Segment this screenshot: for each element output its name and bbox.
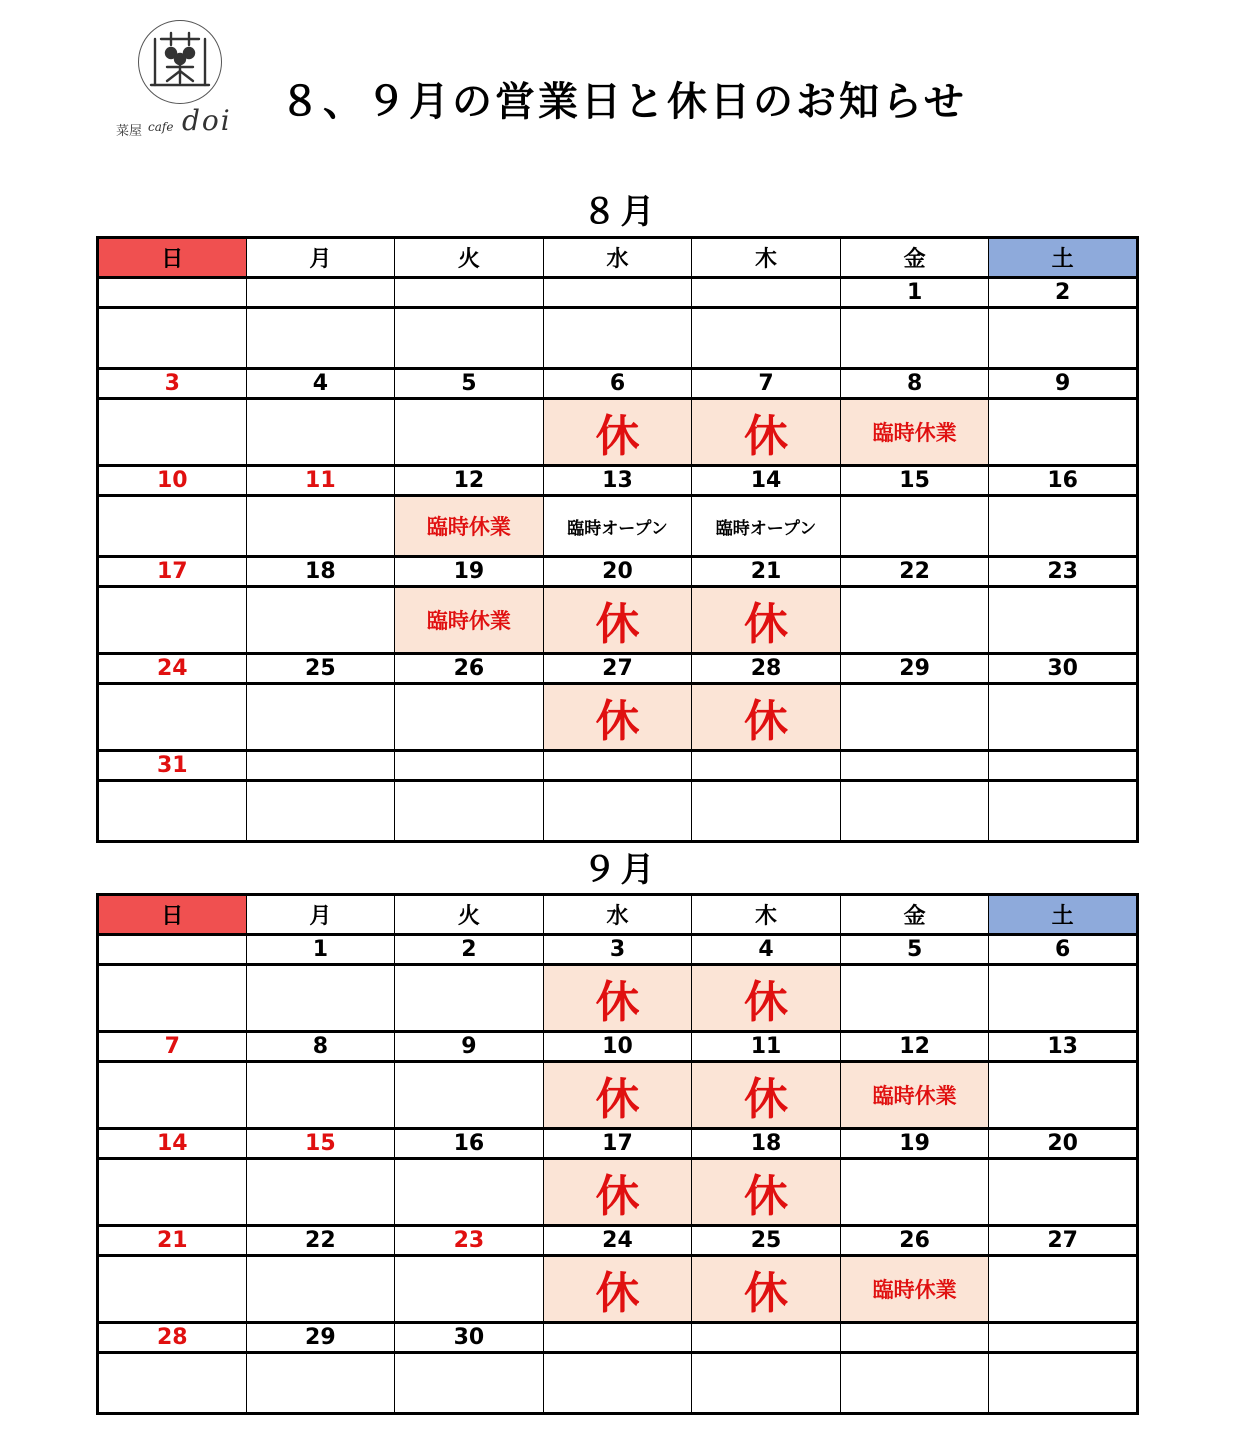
- day-status-row: [98, 1159, 1138, 1226]
- date-number-row: [98, 278, 1138, 308]
- date-number: 24: [98, 654, 247, 684]
- date-number: 11: [246, 466, 395, 496]
- date-number: 2: [989, 278, 1138, 308]
- weekday-header: 木: [692, 238, 841, 278]
- date-number: [692, 278, 841, 308]
- day-status-cell: [692, 781, 841, 842]
- day-status-cell: [543, 1062, 692, 1129]
- closed-label: 休: [744, 1268, 789, 1319]
- date-number-row: [98, 1032, 1138, 1062]
- weekday-header: 火: [395, 238, 544, 278]
- day-status-cell: [246, 781, 395, 842]
- day-status-cell: [246, 684, 395, 751]
- closed-label: 休: [595, 599, 640, 650]
- day-status-cell: [543, 1256, 692, 1323]
- logo: [108, 18, 243, 143]
- weekday-header: 土: [989, 238, 1138, 278]
- date-number: 31: [98, 751, 247, 781]
- date-number: [692, 1323, 841, 1353]
- temporary-open-label: 臨時オープン: [715, 518, 817, 539]
- temporary-closure-label: 臨時休業: [872, 1084, 957, 1108]
- date-number: 26: [840, 1226, 989, 1256]
- closed-label: 休: [744, 599, 789, 650]
- day-status-cell: [395, 399, 544, 466]
- date-number: 19: [840, 1129, 989, 1159]
- weekday-header-row: [98, 238, 1138, 278]
- day-status-cell: [246, 1159, 395, 1226]
- day-status-cell: [692, 496, 841, 557]
- day-status-cell: [246, 399, 395, 466]
- temporary-closure-label: 臨時休業: [426, 609, 511, 633]
- closed-label: 休: [595, 696, 640, 747]
- closed-label: 休: [744, 1171, 789, 1222]
- day-status-row: [98, 1062, 1138, 1129]
- date-number: 10: [98, 466, 247, 496]
- day-status-cell: [98, 1062, 247, 1129]
- date-number: 27: [543, 654, 692, 684]
- day-status-cell: [543, 1159, 692, 1226]
- weekday-header: 金: [840, 238, 989, 278]
- date-number: 22: [246, 1226, 395, 1256]
- closed-label: 休: [744, 1074, 789, 1125]
- weekday-header: 水: [543, 895, 692, 935]
- day-status-cell: [246, 496, 395, 557]
- date-number: 2: [395, 935, 544, 965]
- date-number: 7: [98, 1032, 247, 1062]
- day-status-cell: [543, 1353, 692, 1414]
- date-number: 17: [98, 557, 247, 587]
- logo-name: doi: [182, 104, 232, 137]
- day-status-cell: [840, 496, 989, 557]
- day-status-cell: [692, 1159, 841, 1226]
- date-number: 7: [692, 369, 841, 399]
- day-status-cell: [692, 965, 841, 1032]
- day-status-cell: [989, 1159, 1138, 1226]
- logo-wordmark: [116, 104, 246, 140]
- date-number: [692, 751, 841, 781]
- date-number: 3: [543, 935, 692, 965]
- day-status-cell: [98, 496, 247, 557]
- day-status-cell: [840, 965, 989, 1032]
- date-number: 10: [543, 1032, 692, 1062]
- day-status-cell: [395, 1159, 544, 1226]
- date-number: 18: [246, 557, 395, 587]
- date-number: [98, 278, 247, 308]
- day-status-cell: [98, 965, 247, 1032]
- day-status-cell: [989, 1353, 1138, 1414]
- date-number: 20: [989, 1129, 1138, 1159]
- day-status-cell: [395, 1353, 544, 1414]
- day-status-cell: [246, 587, 395, 654]
- date-number: [246, 278, 395, 308]
- date-number: 25: [246, 654, 395, 684]
- date-number: 28: [692, 654, 841, 684]
- closed-label: 休: [744, 411, 789, 462]
- day-status-cell: [989, 399, 1138, 466]
- day-status-cell: [989, 496, 1138, 557]
- date-number: 11: [692, 1032, 841, 1062]
- date-number: 3: [98, 369, 247, 399]
- day-status-cell: [246, 965, 395, 1032]
- day-status-cell: [395, 496, 544, 557]
- date-number: 1: [246, 935, 395, 965]
- date-number: 13: [989, 1032, 1138, 1062]
- date-number: 21: [692, 557, 841, 587]
- date-number: 8: [246, 1032, 395, 1062]
- date-number: 28: [98, 1323, 247, 1353]
- day-status-cell: [989, 965, 1138, 1032]
- day-status-cell: [692, 1353, 841, 1414]
- date-number: 14: [98, 1129, 247, 1159]
- date-number: [246, 751, 395, 781]
- date-number: 27: [989, 1226, 1138, 1256]
- date-number: 20: [543, 557, 692, 587]
- day-status-cell: [692, 399, 841, 466]
- date-number: 4: [692, 935, 841, 965]
- day-status-cell: [543, 684, 692, 751]
- day-status-cell: [98, 781, 247, 842]
- temporary-closure-label: 臨時休業: [426, 515, 511, 539]
- closed-label: 休: [595, 977, 640, 1028]
- day-status-cell: [395, 781, 544, 842]
- date-number: [543, 278, 692, 308]
- date-number: 16: [395, 1129, 544, 1159]
- day-status-row: [98, 496, 1138, 557]
- date-number: [543, 1323, 692, 1353]
- logo-emblem-icon: [138, 20, 222, 104]
- day-status-cell: [543, 965, 692, 1032]
- date-number: 29: [246, 1323, 395, 1353]
- date-number: 15: [246, 1129, 395, 1159]
- date-number: 24: [543, 1226, 692, 1256]
- day-status-cell: [395, 1256, 544, 1323]
- date-number: [989, 751, 1138, 781]
- day-status-cell: [98, 1159, 247, 1226]
- date-number: [395, 278, 544, 308]
- day-status-cell: [840, 1159, 989, 1226]
- day-status-cell: [98, 308, 247, 369]
- date-number-row: [98, 557, 1138, 587]
- day-status-cell: [98, 1353, 247, 1414]
- day-status-cell: [543, 587, 692, 654]
- month-title-september: ９月: [582, 850, 659, 890]
- day-status-cell: [840, 308, 989, 369]
- day-status-cell: [98, 399, 247, 466]
- day-status-cell: [543, 496, 692, 557]
- date-number: 23: [395, 1226, 544, 1256]
- day-status-row: [98, 965, 1138, 1032]
- day-status-cell: [395, 1062, 544, 1129]
- day-status-row: [98, 684, 1138, 751]
- month-title-august: ８月: [582, 192, 659, 232]
- day-status-cell: [989, 781, 1138, 842]
- day-status-cell: [989, 587, 1138, 654]
- date-number: 29: [840, 654, 989, 684]
- date-number: 8: [840, 369, 989, 399]
- date-number-row: [98, 1226, 1138, 1256]
- day-status-row: [98, 587, 1138, 654]
- date-number: 22: [840, 557, 989, 587]
- date-number-row: [98, 466, 1138, 496]
- day-status-cell: [246, 308, 395, 369]
- page-title: ８、９月の営業日と休日のお知らせ: [280, 79, 967, 125]
- date-number: 12: [840, 1032, 989, 1062]
- day-status-cell: [989, 684, 1138, 751]
- day-status-row: [98, 308, 1138, 369]
- day-status-cell: [692, 684, 841, 751]
- date-number: [543, 751, 692, 781]
- temporary-open-label: 臨時オープン: [567, 518, 668, 539]
- date-number: 30: [395, 1323, 544, 1353]
- date-number: 17: [543, 1129, 692, 1159]
- date-number: 4: [246, 369, 395, 399]
- weekday-header: 月: [246, 238, 395, 278]
- date-number-row: [98, 369, 1138, 399]
- day-status-cell: [989, 308, 1138, 369]
- calendar-august: [96, 236, 1139, 843]
- date-number: 16: [989, 466, 1138, 496]
- weekday-header-row: [98, 895, 1138, 935]
- day-status-cell: [98, 587, 247, 654]
- day-status-cell: [840, 1062, 989, 1129]
- day-status-cell: [98, 684, 247, 751]
- weekday-header: 木: [692, 895, 841, 935]
- weekday-header: 火: [395, 895, 544, 935]
- day-status-cell: [989, 1256, 1138, 1323]
- date-number: 14: [692, 466, 841, 496]
- temporary-closure-label: 臨時休業: [872, 1278, 957, 1302]
- day-status-cell: [840, 684, 989, 751]
- day-status-cell: [395, 965, 544, 1032]
- day-status-cell: [692, 1062, 841, 1129]
- date-number: 9: [989, 369, 1138, 399]
- date-number: 30: [989, 654, 1138, 684]
- date-number: [395, 751, 544, 781]
- date-number: [840, 751, 989, 781]
- temporary-closure-label: 臨時休業: [872, 421, 957, 445]
- day-status-cell: [840, 1256, 989, 1323]
- date-number: 1: [840, 278, 989, 308]
- date-number: [989, 1323, 1138, 1353]
- date-number-row: [98, 935, 1138, 965]
- date-number: 13: [543, 466, 692, 496]
- weekday-header: 金: [840, 895, 989, 935]
- weekday-header: 水: [543, 238, 692, 278]
- date-number: 6: [543, 369, 692, 399]
- date-number: 9: [395, 1032, 544, 1062]
- day-status-cell: [98, 1256, 247, 1323]
- date-number: 5: [840, 935, 989, 965]
- day-status-cell: [840, 781, 989, 842]
- closed-label: 休: [595, 411, 640, 462]
- day-status-row: [98, 1353, 1138, 1414]
- day-status-cell: [989, 1062, 1138, 1129]
- calendar-table: [96, 893, 1139, 1415]
- day-status-cell: [395, 587, 544, 654]
- day-status-cell: [840, 587, 989, 654]
- date-number: 18: [692, 1129, 841, 1159]
- closed-label: 休: [595, 1171, 640, 1222]
- logo-kanji: 菜屋: [116, 124, 143, 139]
- day-status-cell: [543, 308, 692, 369]
- day-status-row: [98, 781, 1138, 842]
- day-status-cell: [246, 1353, 395, 1414]
- date-number-row: [98, 1129, 1138, 1159]
- date-number-row: [98, 751, 1138, 781]
- day-status-cell: [543, 781, 692, 842]
- date-number: 23: [989, 557, 1138, 587]
- day-status-cell: [692, 1256, 841, 1323]
- day-status-cell: [246, 1062, 395, 1129]
- day-status-cell: [246, 1256, 395, 1323]
- day-status-cell: [692, 308, 841, 369]
- day-status-cell: [543, 399, 692, 466]
- date-number: 12: [395, 466, 544, 496]
- day-status-cell: [692, 587, 841, 654]
- date-number: 5: [395, 369, 544, 399]
- date-number-row: [98, 654, 1138, 684]
- day-status-row: [98, 1256, 1138, 1323]
- date-number: 21: [98, 1226, 247, 1256]
- date-number: 6: [989, 935, 1138, 965]
- day-status-cell: [840, 1353, 989, 1414]
- date-number-row: [98, 1323, 1138, 1353]
- day-status-cell: [840, 399, 989, 466]
- day-status-cell: [395, 684, 544, 751]
- calendar-table: [96, 236, 1139, 843]
- date-number: 19: [395, 557, 544, 587]
- closed-label: 休: [744, 696, 789, 747]
- day-status-cell: [395, 308, 544, 369]
- date-number: [98, 935, 247, 965]
- date-number: 26: [395, 654, 544, 684]
- date-number: 25: [692, 1226, 841, 1256]
- logo-cafe: cafe: [148, 120, 174, 134]
- calendar-september: [96, 893, 1139, 1415]
- closed-label: 休: [744, 977, 789, 1028]
- weekday-header: 土: [989, 895, 1138, 935]
- closed-label: 休: [595, 1074, 640, 1125]
- date-number: [840, 1323, 989, 1353]
- weekday-header: 月: [246, 895, 395, 935]
- closed-label: 休: [595, 1268, 640, 1319]
- date-number: 15: [840, 466, 989, 496]
- weekday-header: 日: [98, 238, 247, 278]
- day-status-row: [98, 399, 1138, 466]
- weekday-header: 日: [98, 895, 247, 935]
